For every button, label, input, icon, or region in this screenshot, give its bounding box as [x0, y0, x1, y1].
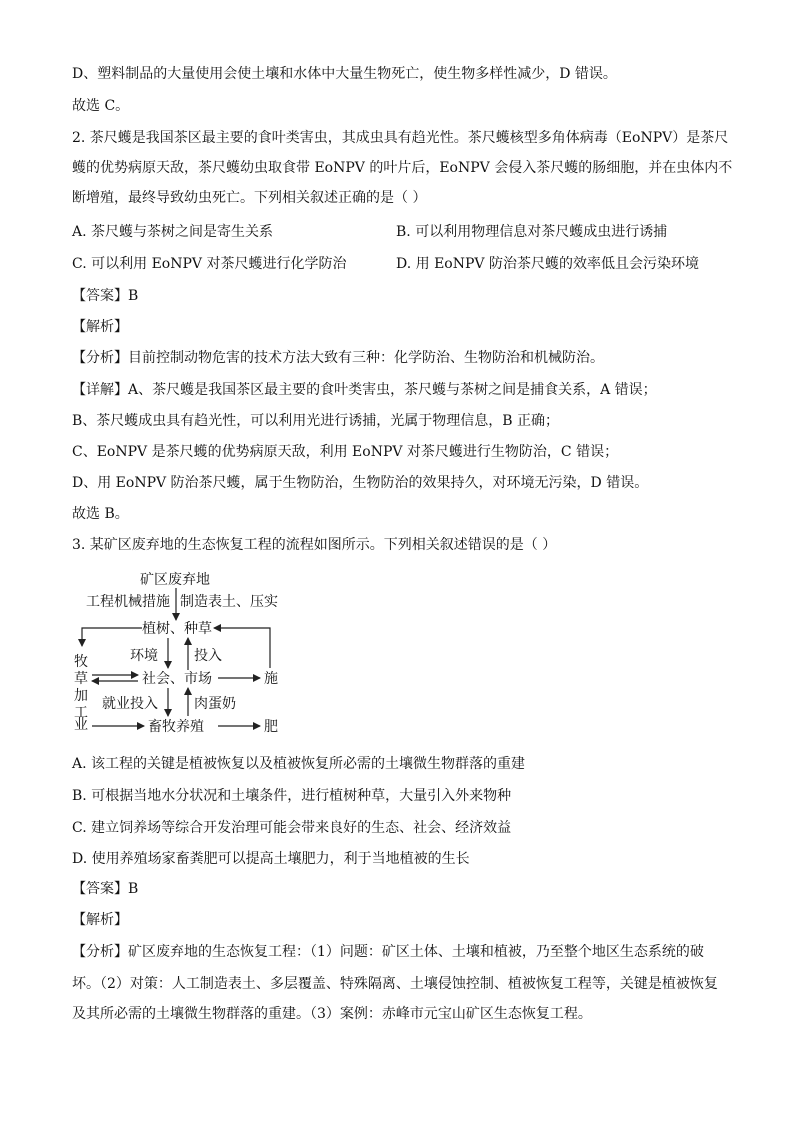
node-pasture-char-3: 加 [74, 688, 88, 704]
node-plant-trees-grass: 植树、种草 [142, 621, 212, 637]
label-meat-egg-milk: 肉蛋奶 [194, 696, 236, 712]
q3-analysis-tag: 【解析】 [72, 912, 128, 928]
q2-analysis-tag: 【解析】 [72, 319, 128, 335]
q2-conclusion: 故选 B。 [72, 506, 129, 522]
q2-explanation-d: D、用 EoNPV 防治茶尺蠖，属于生物防治，生物防治的效果持久，对环境无污染，D 错误。 [72, 475, 649, 491]
xiangjie-a: A、茶尺蠖是我国茶区最主要的食叶类害虫，茶尺蠖与茶树之间是捕食关系，A 错误； [128, 382, 657, 398]
q2-option-c: C. 可以利用 EoNPV 对茶尺蠖进行化学防治 [72, 256, 347, 272]
node-pasture-char-4: 工 [74, 705, 88, 721]
fenxi-tag: 【分析】 [72, 350, 128, 366]
node-fertilizer: 肥 [264, 719, 278, 735]
answer-value: B [128, 881, 139, 897]
node-society-market: 社会、市场 [142, 671, 212, 687]
q3-fenxi-line-1 [72, 942, 704, 962]
q2-option-a: A. 茶尺蠖与茶树之间是寄生关系 [72, 224, 274, 240]
q2-stem-line-1: 2. 茶尺蠖是我国茶区最主要的食叶类害虫，其成虫具有趋光性。茶尺蠖核型多角体病毒（EoNPV）是茶尺 [72, 130, 729, 146]
node-pasture-char-1: 牧 [74, 654, 88, 670]
q2-explanation-c: C、EoNPV 是茶尺蠖的优势病原天敌，利用 EoNPV 对茶尺蠖进行生物防治，C 错误； [72, 444, 619, 460]
q3-fenxi-line-3: 及其所必需的土壤微生物群落的重建。（3）案例：赤峰市元宝山矿区生态恢复工程。 [72, 1006, 592, 1022]
label-make-topsoil: 制造表土、压实 [180, 594, 278, 610]
prev-option-d-explanation: D、塑料制品的大量使用会使土壤和水体中大量生物死亡，使生物多样性减少，D 错误。 [72, 66, 617, 82]
q2-answer [72, 286, 138, 306]
q2-stem-line-3: 断增殖，最终导致幼虫死亡。下列相关叙述正确的是（ ） [72, 190, 427, 206]
q2-xiangjie [72, 380, 657, 400]
label-environment: 环境 [130, 648, 158, 664]
label-engineering-measures: 工程机械措施 [86, 594, 170, 610]
xiangjie-tag: 【详解】 [72, 382, 128, 398]
q3-option-a: A. 该工程的关键是植被恢复以及植被恢复所必需的土壤微生物群落的重建 [72, 756, 526, 772]
fenxi-text: 矿区废弃地的生态恢复工程：（1）问题：矿区土体、土壤和植被，乃至整个地区生态系统的破 [128, 944, 704, 960]
ecological-restoration-flow-diagram [72, 566, 302, 744]
node-pasture-char-2: 草 [74, 671, 88, 687]
fenxi-tag: 【分析】 [72, 944, 128, 960]
q3-answer [72, 879, 138, 899]
q3-fenxi-line-2: 坏。（2）对策：人工制造表土、多层覆盖、特殊隔离、土壤侵蚀控制、植被恢复工程等，关键是植被恢复 [72, 976, 718, 992]
label-employment-investment: 就业投入 [102, 696, 158, 712]
q2-explanation-b: B、茶尺蠖成虫具有趋光性，可以利用光进行诱捕，光属于物理信息，B 正确； [72, 413, 560, 429]
q3-option-c: C. 建立饲养场等综合开发治理可能会带来良好的生态、社会、经济效益 [72, 820, 512, 836]
q2-fenxi [72, 348, 604, 368]
q2-option-d: D. 用 EoNPV 防治茶尺蠖的效率低且会污染环境 [396, 256, 699, 272]
label-investment: 投入 [194, 648, 222, 664]
node-pasture-char-5: 业 [74, 717, 88, 733]
q2-stem-line-2: 蠖的优势病原天敌，茶尺蠖幼虫取食带 EoNPV 的叶片后，EoNPV 会侵入茶尺蠖的肠细胞，并在虫体内不 [72, 160, 733, 176]
q2-option-b: B. 可以利用物理信息对茶尺蠖成虫进行诱捕 [396, 224, 668, 240]
arrow-apply-to-plant [214, 628, 270, 668]
q3-stem: 3. 某矿区废弃地的生态恢复工程的流程如图所示。下列相关叙述错误的是（ ） [72, 537, 557, 553]
node-apply: 施 [264, 671, 278, 687]
q3-option-b: B. 可根据当地水分状况和土壤条件，进行植树种草，大量引入外来物种 [72, 788, 512, 804]
answer-tag: 【答案】 [72, 288, 128, 304]
prev-conclusion: 故选 C。 [72, 98, 130, 114]
fenxi-text: 目前控制动物危害的技术方法大致有三种：化学防治、生物防治和机械防治。 [128, 350, 604, 366]
node-livestock-farming: 畜牧养殖 [148, 719, 204, 735]
answer-tag: 【答案】 [72, 881, 128, 897]
q3-option-d: D. 使用养殖场家畜粪肥可以提高土壤肥力，利于当地植被的生长 [72, 851, 470, 867]
arrow-plant-to-pasture [82, 628, 142, 646]
node-mine-wasteland: 矿区废弃地 [140, 572, 210, 588]
answer-value: B [128, 288, 139, 304]
